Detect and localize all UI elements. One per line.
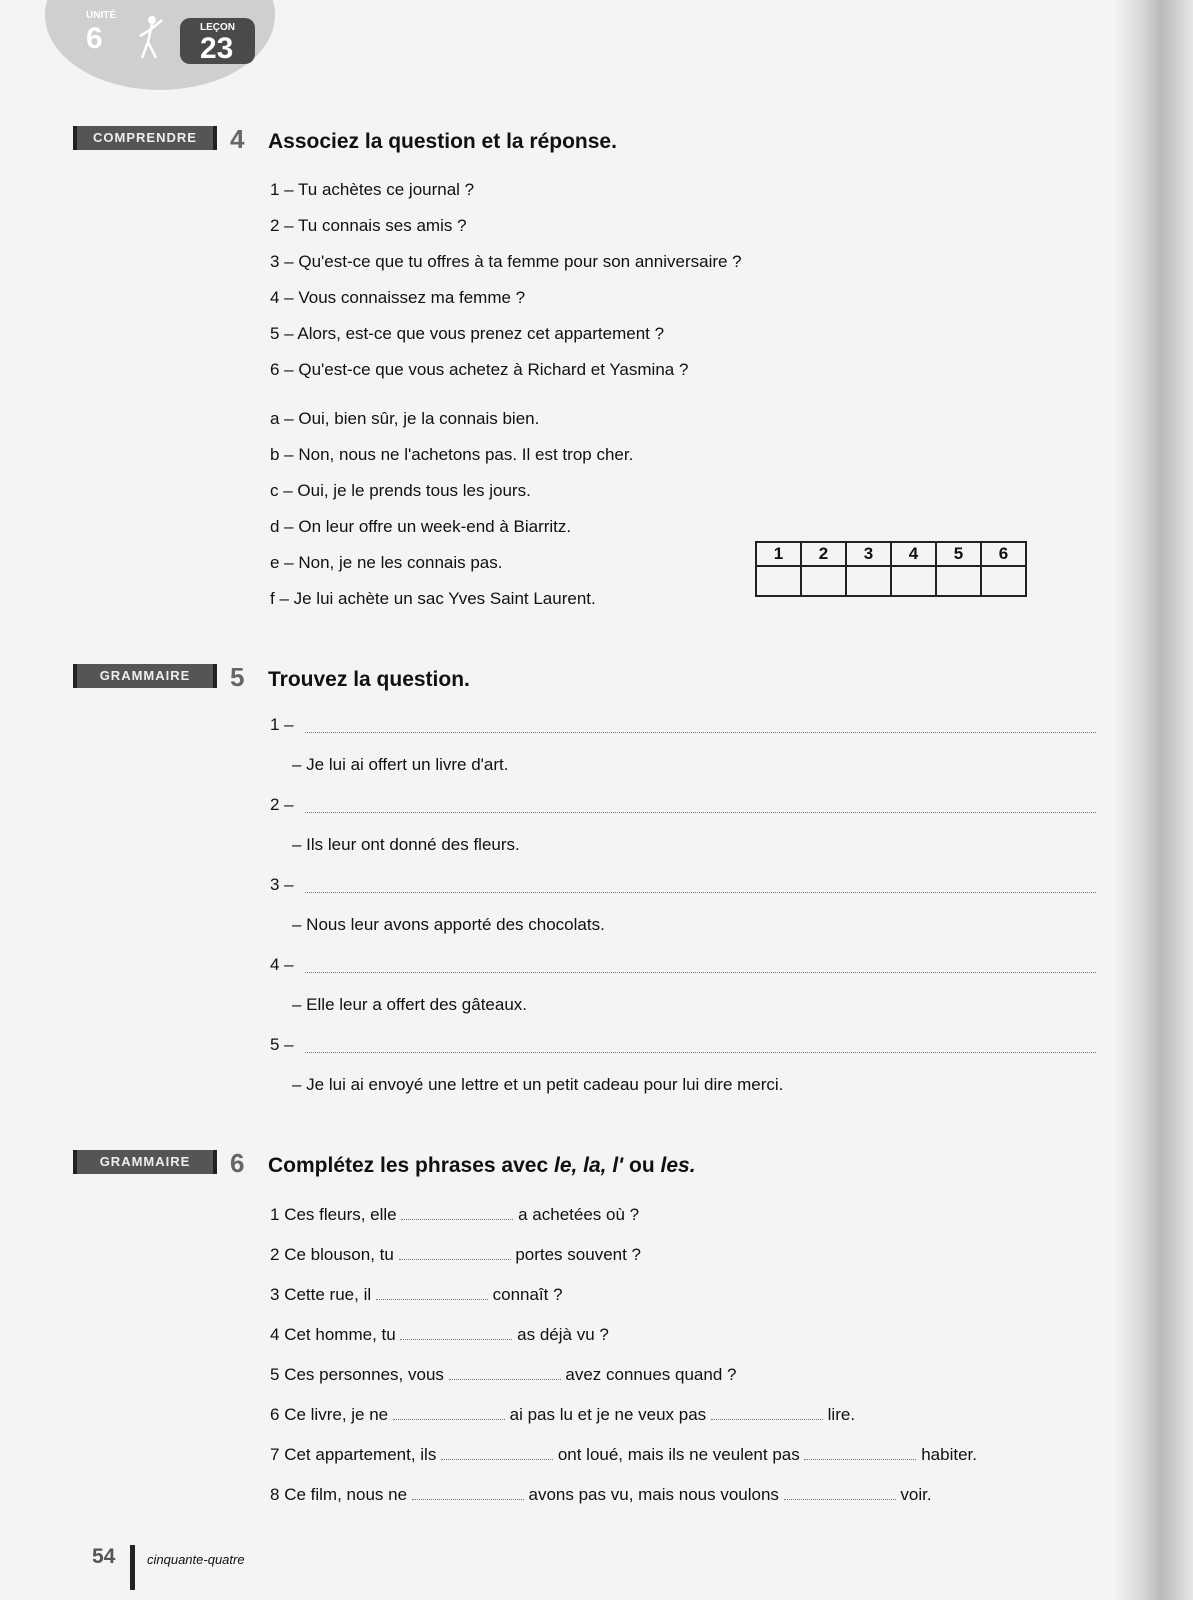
- blank[interactable]: [412, 1485, 524, 1500]
- sentence-number: 3: [270, 1285, 280, 1304]
- answer-a: a – Oui, bien sûr, je la connais bien.: [270, 409, 540, 428]
- title-last: les.: [660, 1154, 696, 1177]
- blank[interactable]: [376, 1285, 488, 1300]
- question-3: 3 – Qu'est-ce que tu offres à ta femme pour son anniversaire ?: [270, 252, 742, 271]
- question-line-1-number: 1 –: [270, 715, 294, 734]
- blank[interactable]: [784, 1485, 896, 1500]
- unit-lesson-badge: [60, 8, 260, 68]
- sentence-part: Cet homme, tu: [284, 1325, 396, 1344]
- answer-line-4[interactable]: [305, 972, 1096, 973]
- sentence-6: [270, 1405, 855, 1425]
- sentence-part: Ce film, nous ne: [284, 1485, 408, 1504]
- sentence-part: portes souvent ?: [515, 1245, 642, 1264]
- exercise-5-number: 5: [230, 662, 245, 692]
- answer-d: d – On leur offre un week-end à Biarritz.: [270, 517, 572, 536]
- blank[interactable]: [399, 1245, 511, 1260]
- sentence-number: 4: [270, 1325, 280, 1344]
- grid-header-5: 5: [936, 542, 981, 566]
- question-5: 5 – Alors, est-ce que vous prenez cet appartement ?: [270, 324, 665, 343]
- sentence-part: avons pas vu, mais nous voulons: [528, 1485, 779, 1504]
- sentence-part: Cette rue, il: [284, 1285, 372, 1304]
- answer-line-5[interactable]: [305, 1052, 1096, 1053]
- sentence-part: avez connues quand ?: [565, 1365, 737, 1384]
- blank[interactable]: [393, 1405, 505, 1420]
- sentence-4: [270, 1325, 609, 1345]
- matching-grid: [755, 541, 1027, 597]
- sentence-8: [270, 1485, 932, 1505]
- grid-header-1: 1: [756, 542, 801, 566]
- grid-header-6: 6: [981, 542, 1026, 566]
- sentence-part: Ces personnes, vous: [284, 1365, 444, 1384]
- sentence-number: 8: [270, 1485, 280, 1504]
- answer-line-3[interactable]: [305, 892, 1096, 893]
- answer-c: c – Oui, je le prends tous les jours.: [270, 481, 531, 500]
- answer-e: e – Non, je ne les connais pas.: [270, 553, 503, 572]
- grid-header-2: 2: [801, 542, 846, 566]
- grid-answer-cell-4[interactable]: [891, 566, 936, 596]
- answer-b: b – Non, nous ne l'achetons pas. Il est trop cher.: [270, 445, 634, 464]
- grammaire-tag-6: GRAMMAIRE: [73, 1150, 217, 1174]
- question-2: 2 – Tu connais ses amis ?: [270, 216, 467, 235]
- unite-label: UNITÉ: [86, 10, 116, 21]
- sentence-2: [270, 1245, 641, 1265]
- question-line-2-number: 2 –: [270, 795, 294, 814]
- blank[interactable]: [441, 1445, 553, 1460]
- sentence-part: connaît ?: [492, 1285, 563, 1304]
- page-number: 54: [92, 1545, 116, 1568]
- exercise-6-number: 6: [230, 1148, 245, 1178]
- answer-line-1[interactable]: [305, 732, 1096, 733]
- sentence-part: Ce blouson, tu: [284, 1245, 394, 1264]
- sentence-part: ont loué, mais ils ne veulent pas: [557, 1445, 800, 1464]
- grid-header-4: 4: [891, 542, 936, 566]
- sentence-part: a achetées où ?: [518, 1205, 640, 1224]
- grid-answer-cell-2[interactable]: [801, 566, 846, 596]
- lecon-number: 23: [200, 32, 234, 65]
- grid-answer-cell-3[interactable]: [846, 566, 891, 596]
- sentence-1: [270, 1205, 639, 1225]
- exercise-4-title: Associez la question et la réponse.: [268, 130, 617, 153]
- question-line-5-number: 5 –: [270, 1035, 294, 1054]
- lecon-label: LEÇON: [200, 22, 235, 33]
- response-3: – Nous leur avons apporté des chocolats.: [292, 915, 605, 934]
- question-line-4-number: 4 –: [270, 955, 294, 974]
- question-4: 4 – Vous connaissez ma femme ?: [270, 288, 526, 307]
- exercise-6-title: [268, 1154, 696, 1178]
- sentence-part: Ces fleurs, elle: [284, 1205, 397, 1224]
- sentence-number: 5: [270, 1365, 280, 1384]
- blank[interactable]: [401, 1205, 513, 1220]
- exercise-5-title: Trouvez la question.: [268, 668, 470, 691]
- sentence-part: voir.: [900, 1485, 932, 1504]
- sentence-number: 6: [270, 1405, 280, 1424]
- sentence-part: Cet appartement, ils: [284, 1445, 437, 1464]
- response-2: – Ils leur ont donné des fleurs.: [292, 835, 520, 854]
- sentence-part: lire.: [827, 1405, 856, 1424]
- book-spine-shadow: [1113, 0, 1193, 1600]
- title-mid: ou: [623, 1154, 661, 1177]
- sentence-part: habiter.: [921, 1445, 977, 1464]
- sentence-part: as déjà vu ?: [517, 1325, 609, 1344]
- page-number-words: cinquante-quatre: [147, 1552, 245, 1567]
- grid-answer-cell-6[interactable]: [981, 566, 1026, 596]
- sentence-number: 1: [270, 1205, 280, 1224]
- grid-answer-cell-5[interactable]: [936, 566, 981, 596]
- blank[interactable]: [711, 1405, 823, 1420]
- grammaire-tag-5: GRAMMAIRE: [73, 664, 217, 688]
- question-6: 6 – Qu'est-ce que vous achetez à Richard et Yasmina ?: [270, 360, 689, 379]
- blank[interactable]: [804, 1445, 916, 1460]
- blank[interactable]: [449, 1365, 561, 1380]
- unite-number: 6: [86, 22, 103, 55]
- response-1: – Je lui ai offert un livre d'art.: [292, 755, 509, 774]
- sentence-7: [270, 1445, 977, 1465]
- sentence-part: ai pas lu et je ne veux pas: [509, 1405, 707, 1424]
- title-prefix: Complétez les phrases avec: [268, 1154, 554, 1177]
- response-5: – Je lui ai envoyé une lettre et un petit cadeau pour lui dire merci.: [292, 1075, 784, 1094]
- question-1: 1 – Tu achètes ce journal ?: [270, 180, 475, 199]
- grid-header-3: 3: [846, 542, 891, 566]
- response-4: – Elle leur a offert des gâteaux.: [292, 995, 528, 1014]
- sentence-3: [270, 1285, 563, 1305]
- person-figure-icon: [122, 12, 172, 62]
- question-line-3-number: 3 –: [270, 875, 294, 894]
- comprendre-tag: COMPRENDRE: [73, 126, 217, 150]
- title-words: le, la, l': [553, 1154, 624, 1177]
- exercise-4-number: 4: [230, 124, 245, 154]
- grid-answer-cell-1[interactable]: [756, 566, 801, 596]
- sentence-part: Ce livre, je ne: [284, 1405, 389, 1424]
- answer-line-2[interactable]: [305, 812, 1096, 813]
- sentence-5: [270, 1365, 736, 1385]
- blank[interactable]: [400, 1325, 512, 1340]
- footer-divider: [130, 1545, 135, 1590]
- lecon-box: [180, 18, 255, 64]
- sentence-number: 2: [270, 1245, 280, 1264]
- answer-f: f – Je lui achète un sac Yves Saint Laurent.: [270, 589, 596, 608]
- sentence-number: 7: [270, 1445, 280, 1464]
